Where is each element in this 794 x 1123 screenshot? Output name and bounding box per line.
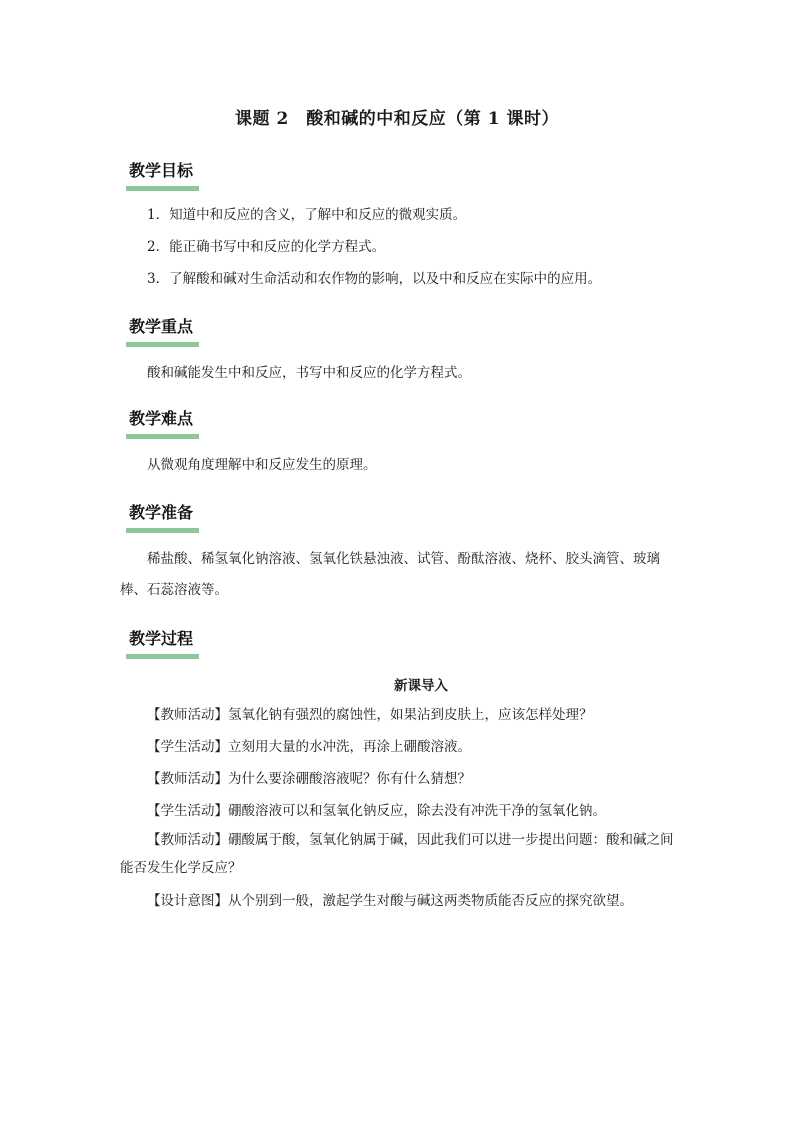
difficulties-heading: 教学难点 xyxy=(126,408,199,439)
process-heading: 教学过程 xyxy=(126,628,199,659)
dialogue-line-4: 【学生活动】硼酸溶液可以和氢氧化钠反应，除去没有冲洗干净的氢氧化钠。 xyxy=(147,803,606,819)
objectives-heading: 教学目标 xyxy=(126,160,199,191)
process-subtitle: 新课导入 xyxy=(394,678,448,694)
dialogue-line-3: 【教师活动】为什么要涂硼酸溶液呢？你有什么猜想？ xyxy=(147,771,471,787)
dialogue-line-5: 【教师活动】硼酸属于酸，氢氧化钠属于碱，因此我们可以进一步提出问题：酸和碱之间能否发生化学反应？ xyxy=(120,832,674,876)
difficulties-text: 从微观角度理解中和反应发生的原理。 xyxy=(147,457,377,473)
page-title: 课题 2 酸和碱的中和反应（第 1 课时） xyxy=(235,109,559,129)
objective-item-2: 2．能正确书写中和反应的化学方程式。 xyxy=(147,239,386,255)
dialogue-line-1: 【教师活动】氢氧化钠有强烈的腐蚀性，如果沾到皮肤上，应该怎样处理？ xyxy=(147,707,593,723)
preparation-heading: 教学准备 xyxy=(126,502,199,533)
dialogue-line-6: 【设计意图】从个别到一般，激起学生对酸与碱这两类物质能否反应的探究欲望。 xyxy=(147,893,633,909)
key-points-heading: 教学重点 xyxy=(126,316,199,347)
preparation-text: 稀盐酸、稀氢氧化钠溶液、氢氧化铁悬浊液、试管、酚酞溶液、烧杯、胶头滴管、玻璃棒、石蕊溶液等。 xyxy=(120,551,660,598)
dialogue-line-2: 【学生活动】立刻用大量的水冲洗，再涂上硼酸溶液。 xyxy=(147,739,471,755)
key-points-text: 酸和碱能发生中和反应，书写中和反应的化学方程式。 xyxy=(147,365,471,381)
objective-item-1: 1．知道中和反应的含义，了解中和反应的微观实质。 xyxy=(147,207,467,223)
objective-item-3: 3．了解酸和碱对生命活动和农作物的影响，以及中和反应在实际中的应用。 xyxy=(147,271,602,287)
